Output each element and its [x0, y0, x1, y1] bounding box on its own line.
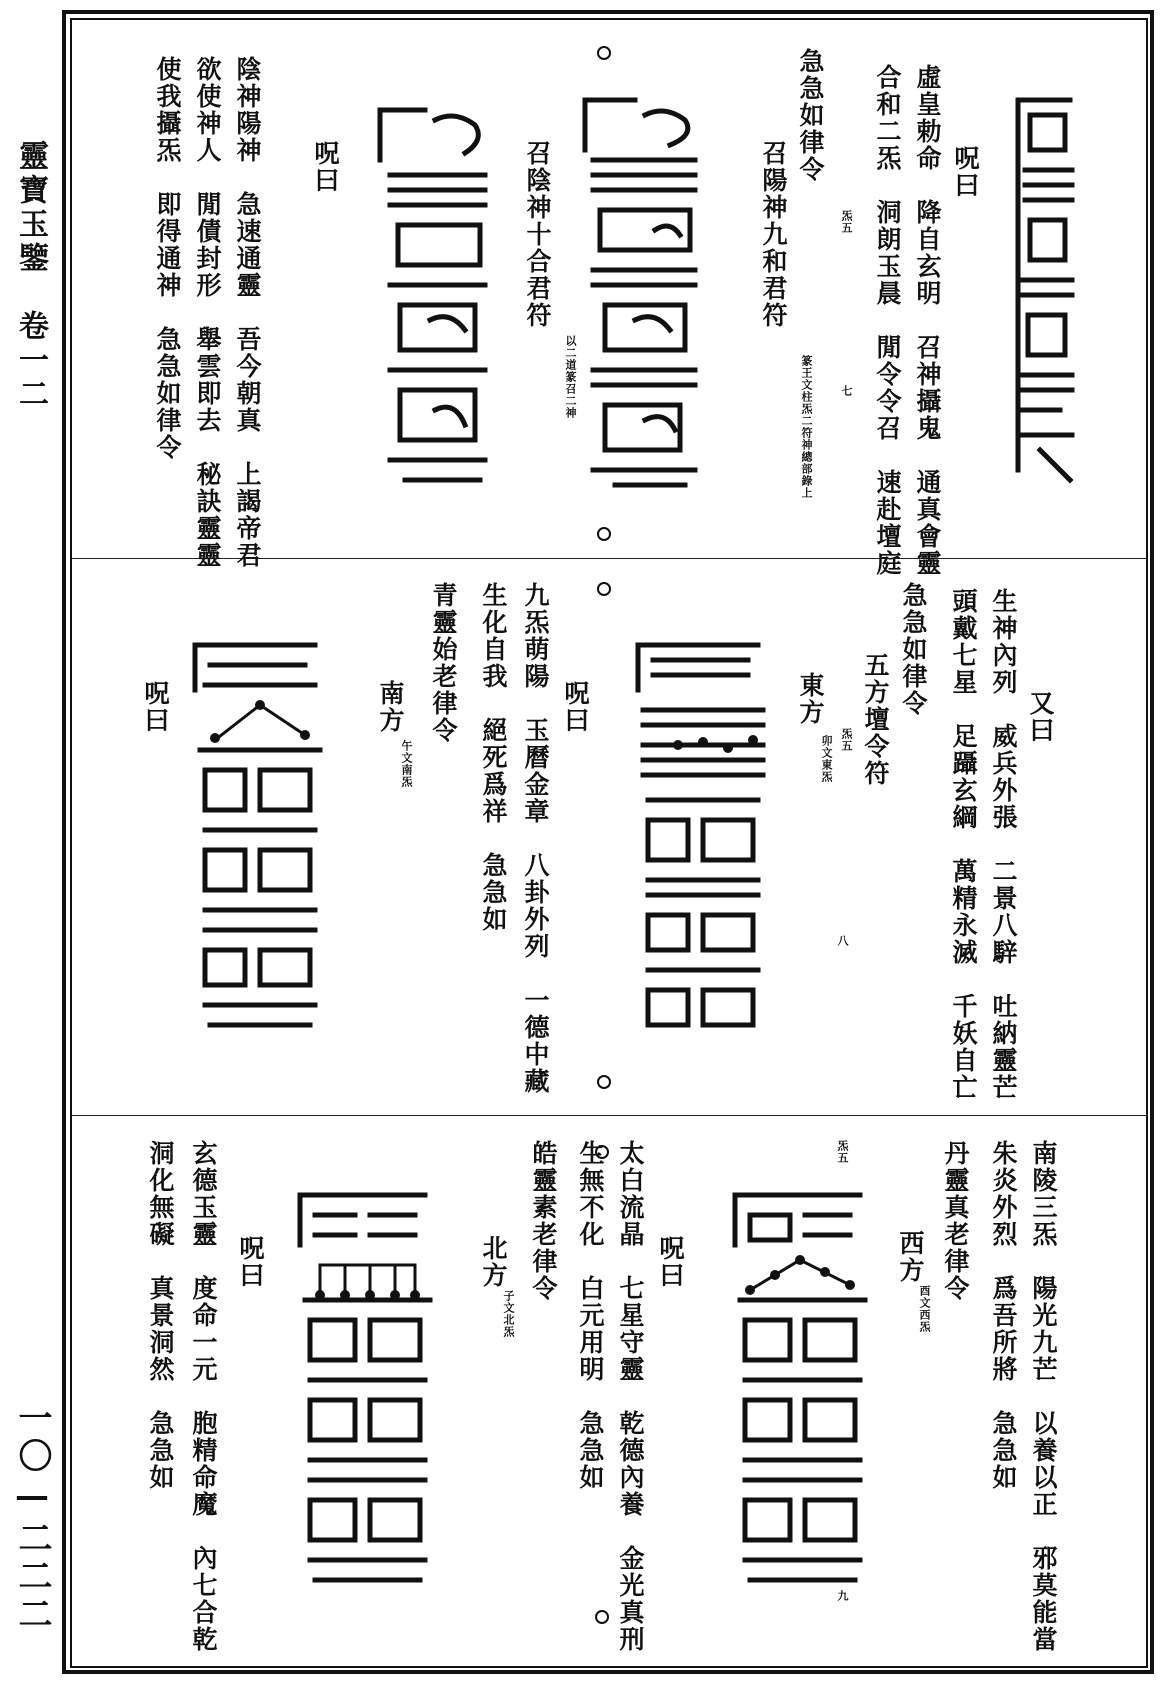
talisman-heading: 五方壇令符	[861, 652, 890, 787]
direction-label: 北方	[479, 1235, 508, 1289]
page-mark: 八	[836, 935, 849, 947]
incantation-line: 太白流晶 七星守靈 乾德內養 金光真刑	[616, 1140, 645, 1653]
incantation-line: 九炁萌陽 玉曆金章 八卦外列 一德中藏	[521, 582, 550, 1095]
direction-note: 酉文西炁	[918, 1285, 931, 1333]
direction-label: 西方	[896, 1230, 925, 1284]
zhou-label: 呪曰	[951, 145, 980, 199]
incantation-line: 急急如律令	[899, 582, 928, 717]
talisman-seal-yin-2	[370, 95, 500, 505]
direction-note: 午文南炁	[400, 740, 413, 788]
incantation-line: 朱炎外烈 爲吾所將 急急如	[989, 1140, 1018, 1491]
talisman-heading: 召陰神十合君符	[523, 140, 552, 329]
zhou-label: 呪曰	[561, 680, 590, 734]
incantation-line: 生化自我 絕死爲祥 急急如	[479, 582, 508, 933]
talisman-seal-north	[290, 1180, 440, 1600]
you-yue-label: 又曰	[1026, 690, 1055, 744]
circle-mark	[595, 1610, 609, 1624]
talisman-seal-south	[185, 630, 335, 1040]
incantation-line: 玄德玉靈 度命一元 胞精命魔 內七合乾	[189, 1140, 218, 1653]
incantation-line: 頭戴七星 足躡玄綱 萬精永滅 千妖自亡	[949, 588, 978, 1101]
incantation-line: 青靈始老律令	[429, 582, 458, 744]
incantation-line: 陰神陽神 急速通靈 吾今朝真 上謁帝君	[233, 56, 262, 569]
incantation-line: 使我攝炁 即得通神 急急如律令	[153, 56, 182, 461]
zhou-label: 呪曰	[311, 140, 340, 194]
incantation-line: 生神內列 威兵外張 二景八騂 吐納靈芒	[989, 588, 1018, 1101]
page-number: 一〇—二二二	[12, 1400, 52, 1634]
incantation-line: 合和二炁 洞朗玉晨 閒令令召 速赴壇庭	[873, 64, 902, 577]
direction-label: 東方	[796, 672, 825, 726]
talisman-seal-yin	[575, 90, 715, 510]
talisman-seal-east	[628, 630, 778, 1040]
page-mark: 九	[836, 1590, 849, 1602]
circle-mark	[597, 527, 611, 541]
section-divider-2	[72, 1115, 1146, 1116]
incantation-line: 皓靈素老律令	[529, 1140, 558, 1302]
incantation-line: 生無不化 白元用明 急急如	[576, 1140, 605, 1491]
incantation-line: 欲使神人 閒債封形 舉雲即去 秘訣靈靈	[193, 56, 222, 569]
small-note: 炁五	[836, 1140, 849, 1164]
talisman-heading: 召陽神九和君符	[759, 140, 788, 329]
talisman-seal-west	[725, 1180, 875, 1600]
circle-mark	[597, 46, 611, 60]
circle-mark	[597, 1075, 611, 1089]
talisman-seal-yang	[1010, 90, 1080, 490]
talisman-note: 以二道篆召二神	[564, 335, 577, 419]
small-note: 炁五	[840, 210, 853, 234]
circle-mark	[597, 582, 611, 596]
book-title: 靈寶玉鑒 卷一二	[13, 140, 48, 412]
incantation-line: 急急如律令	[796, 48, 825, 183]
small-note: 炁五	[840, 728, 853, 752]
direction-note: 卯文東炁	[820, 735, 833, 783]
direction-label: 南方	[376, 680, 405, 734]
incantation-line: 丹靈真老律令	[941, 1140, 970, 1302]
talisman-note: 篆王文柱炁二符神總部錄上	[800, 355, 813, 499]
zhou-label: 呪曰	[236, 1235, 265, 1289]
direction-note: 子文北炁	[502, 1290, 515, 1338]
small-note: 七	[840, 385, 853, 397]
zhou-label: 呪曰	[656, 1235, 685, 1289]
incantation-line: 南陵三炁 陽光九芒 以養以正 邪莫能當	[1029, 1140, 1058, 1653]
zhou-label: 呪曰	[141, 680, 170, 734]
incantation-line: 洞化無礙 真景洞然 急急如	[146, 1140, 175, 1491]
incantation-line: 虛皇勅命 降自玄明 召神攝鬼 通真會靈	[913, 64, 942, 577]
